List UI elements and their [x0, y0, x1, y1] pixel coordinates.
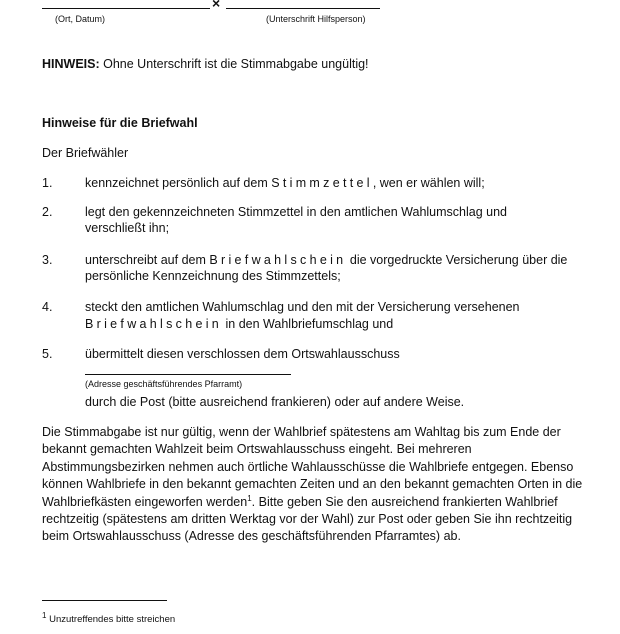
helper-signature-line [226, 0, 380, 9]
postal-voting-heading: Hinweise für die Briefwahl [42, 116, 198, 130]
item-4-number: 4. [42, 300, 53, 314]
item-4-spaced: Briefwahlschein [85, 317, 223, 331]
footnote-text: Unzutreffendes bitte streichen [46, 614, 176, 625]
helper-signature-label: (Unterschrift Hilfsperson) [266, 14, 366, 24]
item-4-line2 [85, 316, 595, 332]
item-2-text: legt den gekennzeichneten Stimmzettel in den amtlichen Wahlumschlag und verschließt ihn; [85, 205, 508, 235]
address-line [85, 364, 291, 375]
notice-label: HINWEIS: [42, 57, 100, 71]
signature-x-mark: × [212, 0, 221, 11]
item-1-number: 1. [42, 176, 53, 190]
item-3-before: unterschreibt auf dem [85, 253, 210, 267]
item-1-text [85, 175, 595, 191]
postal-voting-intro: Der Briefwähler [42, 146, 129, 160]
item-3-number: 3. [42, 253, 53, 267]
notice-text: Ohne Unterschrift ist die Stimmabgabe ungültig! [99, 57, 369, 71]
item-4-line1: steckt den amtlichen Wahlumschlag und den mit der Versicherung versehenen [85, 300, 520, 314]
footnote-number: 1 [42, 610, 47, 620]
notice [42, 56, 369, 72]
item-3-text [85, 252, 595, 284]
footnote-ref[interactable]: 1 [247, 493, 252, 503]
item-1-after: , wen er wählen will; [372, 176, 485, 190]
footnote [42, 610, 176, 625]
item-3-spaced: Briefwahlschein [209, 253, 347, 267]
item-5-continuation: durch die Post (bitte ausreichend frankieren) oder auf andere Weise. [85, 395, 465, 409]
item-4-after: in den Wahlbriefumschlag und [222, 317, 394, 331]
place-date-line [42, 0, 210, 9]
footnote-rule [42, 600, 167, 601]
place-date-label: (Ort, Datum) [55, 14, 106, 24]
item-2-number: 2. [42, 205, 53, 219]
item-1-spaced: Stimmzettel [271, 176, 373, 190]
item-5-text: übermittelt diesen verschlossen dem Ortswahlausschuss [85, 347, 400, 361]
item-5-number: 5. [42, 347, 53, 361]
validity-part2: . Bitte geben Sie den ausreichend frankierten Wahlbrief rechtzeitig (spätestens am dritten Werktag vor der Wahl) zur Post oder geben Sie ihn rechtzeitig beim Ortswahlausschuss (Adresse des geschäftsführenden Pfarramtes) ab. [42, 494, 573, 544]
validity-paragraph [42, 424, 594, 546]
address-label: (Adresse geschäftsführendes Pfarramt) [85, 379, 243, 389]
item-3-after: die vorgedruckte Versicherung über die persönliche Kennzeichnung des Stimmzettels; [85, 253, 568, 283]
item-1-before: kennzeichnet persönlich auf dem [85, 176, 272, 190]
validity-part1: Die Stimmabgabe ist nur gültig, wenn der Wahlbrief spätestens am Wahltag bis zum Ende der bekannt gemachten Wahlzeit beim Ortswahlausschuss eingeht. Bei mehreren Abstimmungsbezirken nehmen auch örtliche Wahlausschüsse die Wahlbriefe entgegen. Ebenso können Wahlbriefe in den bekannt gemachten Zeiten und an den bekannt gemachten Orten in die Wahlbriefkästen eingeworfen werden [42, 425, 583, 509]
